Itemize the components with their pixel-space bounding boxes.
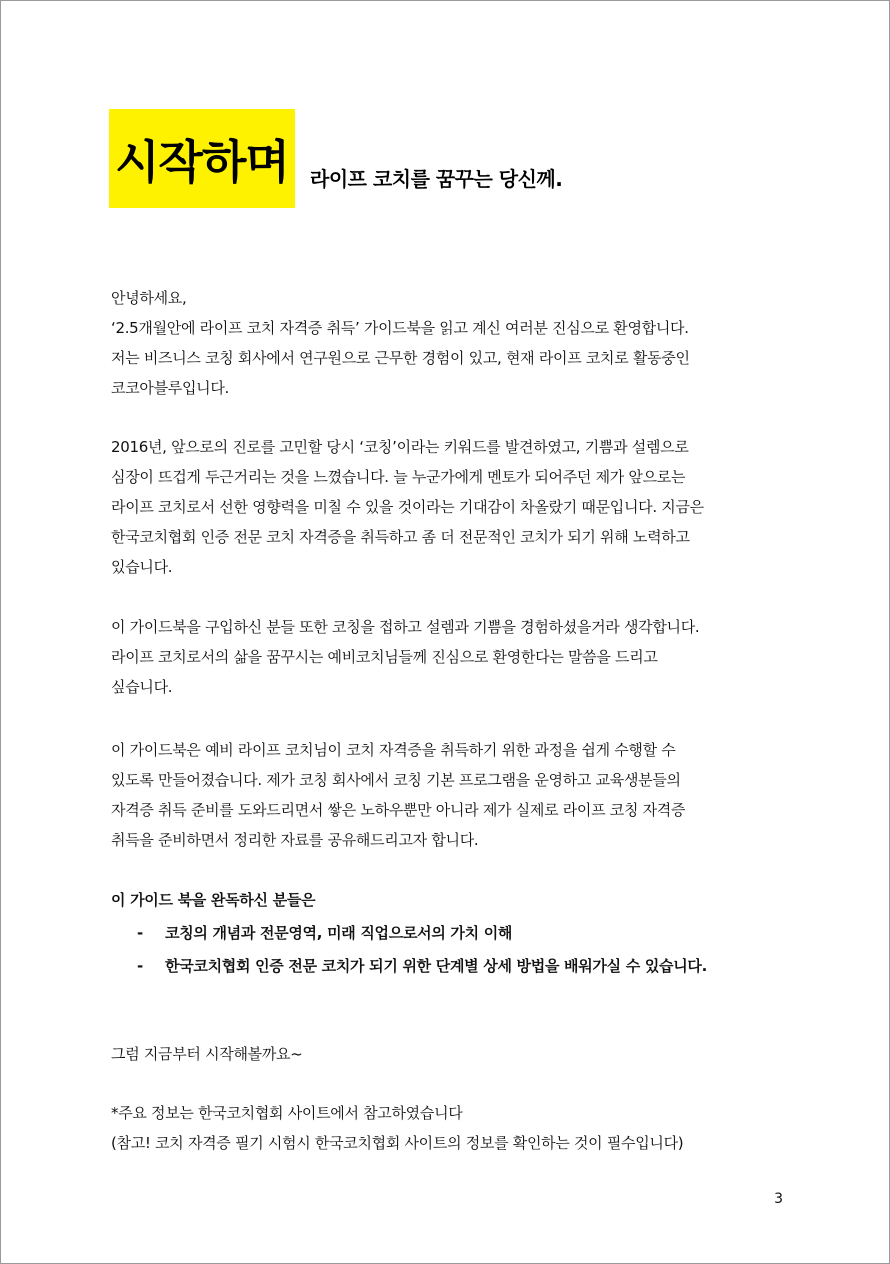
note-line: (참고! 코치 자격증 필기 시험시 한국코치협회 사이트의 정보를 확인하는 것이 필수입니다) bbox=[111, 1134, 684, 1152]
text-line: 2016년, 앞으로의 진로를 고민할 당시 ‘코칭’이라는 키워드를 발견하였고, 기쁨과 설렘으로 bbox=[111, 438, 689, 456]
text-line: 저는 비즈니스 코칭 회사에서 연구원으로 근무한 경험이 있고, 현재 라이프 코치로 활동중인 bbox=[111, 349, 690, 367]
summary-lead: 이 가이드 북을 완독하신 분들은 bbox=[111, 891, 316, 909]
bullet-text: 한국코치협회 인증 전문 코치가 되기 위한 단계별 상세 방법을 배워가실 수 있습니다. bbox=[165, 957, 708, 975]
text-line: 싶습니다. bbox=[111, 678, 173, 696]
text-line: 취득을 준비하면서 정리한 자료를 공유해드리고자 합니다. bbox=[111, 831, 479, 849]
closing-line bbox=[111, 1039, 303, 1069]
intro-paragraph bbox=[111, 283, 690, 403]
text-line: 코코아블루입니다. bbox=[111, 379, 229, 397]
title-highlight-box bbox=[109, 109, 295, 208]
page-number: 3 bbox=[774, 1191, 783, 1207]
notes bbox=[111, 1098, 683, 1158]
text-line: 한국코치협회 인증 전문 코치 자격증을 취득하고 좀 더 전문적인 코치가 되기 위해 노력하고 bbox=[111, 528, 690, 546]
bullet-item bbox=[111, 950, 707, 983]
text-line: 라이프 코치로서 선한 영향력을 미칠 수 있을 것이라는 기대감이 차올랐기 때문입니다. 지금은 bbox=[111, 498, 704, 516]
text-line: 있습니다. bbox=[111, 558, 173, 576]
text-line: 있도록 만들어졌습니다. 제가 코칭 회사에서 코칭 기본 프로그램을 운영하고 교육생분들의 bbox=[111, 771, 681, 789]
page-title: 시작하며 bbox=[115, 134, 289, 189]
bullet-marker: - bbox=[137, 957, 143, 975]
text-line: 이 가이드북은 예비 라이프 코치님이 코치 자격증을 취득하기 위한 과정을 쉽게 수행할 수 bbox=[111, 741, 676, 759]
text-line: 이 가이드북을 구입하신 분들 또한 코칭을 접하고 설렘과 기쁨을 경험하셨을거라 생각합니다. bbox=[111, 618, 700, 636]
page-subtitle: 라이프 코치를 꿈꾸는 당신께. bbox=[310, 167, 563, 191]
text-line: 라이프 코치로서의 삶을 꿈꾸시는 예비코치님들께 진심으로 환영한다는 말씀을 드리고 bbox=[111, 648, 658, 666]
text-line: 안녕하세요, bbox=[111, 289, 187, 307]
welcome-paragraph bbox=[111, 612, 699, 702]
summary-section bbox=[111, 884, 707, 983]
text-line: ‘2.5개월안에 라이프 코치 자격증 취득’ 가이드북을 읽고 계신 여러분 진심으로 환영합니다. bbox=[111, 319, 689, 337]
bullet-item bbox=[111, 917, 707, 950]
story-paragraph bbox=[111, 432, 704, 582]
text-line: 자격증 취득 준비를 도와드리면서 쌓은 노하우뿐만 아니라 제가 실제로 라이프 코칭 자격증 bbox=[111, 801, 686, 819]
bullet-marker: - bbox=[137, 924, 143, 942]
bullet-text: 코칭의 개념과 전문영역, 미래 직업으로서의 가치 이해 bbox=[165, 924, 513, 942]
text-line: 그럼 지금부터 시작해볼까요~ bbox=[111, 1045, 303, 1063]
text-line: 심장이 뜨겁게 두근거리는 것을 느꼈습니다. 늘 누군가에게 멘토가 되어주던 제가 앞으로는 bbox=[111, 468, 686, 486]
note-line: *주요 정보는 한국코치협회 사이트에서 참고하였습니다 bbox=[111, 1104, 463, 1122]
purpose-paragraph bbox=[111, 735, 685, 855]
